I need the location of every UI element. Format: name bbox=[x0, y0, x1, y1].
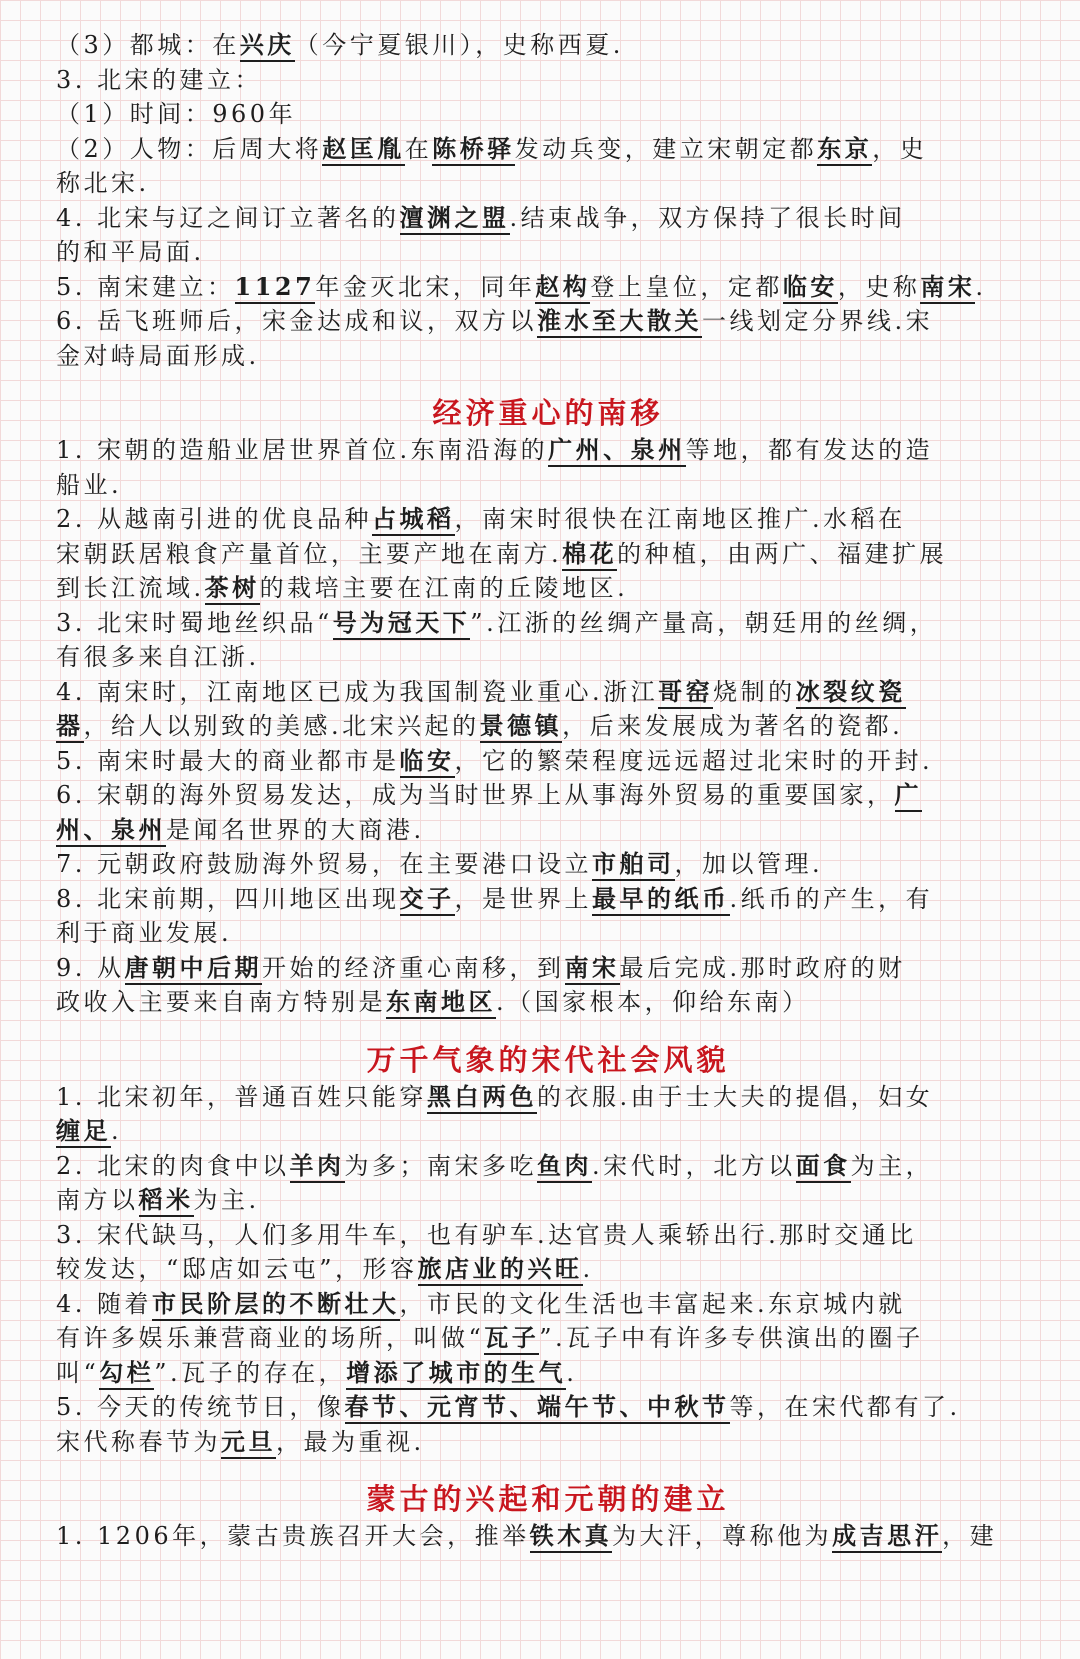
text-segment: 6. 岳飞班师后，宋金达成和议，双方以 bbox=[56, 307, 538, 335]
text-segment: 在 bbox=[404, 134, 433, 163]
text-segment: ”.江浙的丝绸产量高，朝廷用的丝绸， bbox=[470, 608, 938, 637]
text-segment: 5. 南宋建立： bbox=[56, 272, 235, 301]
note-line bbox=[56, 916, 1040, 951]
keyword-underlined: 号为冠天下 bbox=[333, 608, 471, 640]
note-line bbox=[56, 675, 1040, 710]
note-line bbox=[56, 132, 1040, 167]
note-line bbox=[56, 97, 1040, 132]
text-segment: 3. 北宋的建立： bbox=[56, 65, 263, 94]
text-segment: 的衣服.由于士大夫的提倡，妇女 bbox=[537, 1082, 934, 1111]
note-line bbox=[56, 235, 1040, 270]
keyword-underlined: 棉花 bbox=[562, 539, 617, 571]
note-line bbox=[56, 813, 1040, 848]
text-segment: ”.瓦子的存在， bbox=[154, 1358, 347, 1387]
section-heading: 万千气象的宋代社会风貌 bbox=[366, 1042, 730, 1077]
text-segment: 较发达，“邸店如云屯”，形容 bbox=[56, 1255, 418, 1283]
note-line bbox=[56, 1218, 1040, 1253]
keyword-underlined: 茶树 bbox=[205, 573, 260, 605]
keyword-underlined: 1127 bbox=[235, 272, 316, 304]
text-segment: 8. 北宋前期，四川地区出现 bbox=[56, 884, 400, 913]
text-segment: 的和平局面. bbox=[56, 238, 205, 266]
note-line bbox=[56, 1287, 1040, 1322]
text-segment: 南方以 bbox=[56, 1186, 139, 1214]
text-segment: （1）时间：960年 bbox=[56, 100, 297, 128]
text-segment: 1. 1206年，蒙古贵族召开大会，推举 bbox=[56, 1522, 530, 1550]
note-line bbox=[56, 709, 1040, 744]
keyword-underlined: 临安 bbox=[400, 746, 455, 778]
text-segment: 船业. bbox=[56, 470, 123, 499]
keyword-underlined: 南宋 bbox=[565, 953, 620, 985]
keyword-underlined: 景德镇 bbox=[480, 711, 563, 743]
text-segment: 金对峙局面形成. bbox=[56, 341, 260, 370]
note-line bbox=[56, 201, 1040, 236]
text-segment: 称北宋. bbox=[56, 169, 150, 197]
text-segment: 宋朝跃居粮食产量首位，主要产地在南方. bbox=[56, 539, 563, 568]
text-segment: 开始的经济重心南移，到 bbox=[262, 953, 565, 982]
text-segment: ，它的繁荣程度远远超过北宋时的开封. bbox=[454, 746, 934, 775]
keyword-underlined: 广州、泉州 bbox=[548, 435, 686, 467]
text-segment: 年金灭北宋，同年 bbox=[315, 272, 536, 301]
section-heading: 经济重心的南移 bbox=[432, 396, 664, 430]
keyword-underlined: 赵构 bbox=[535, 272, 590, 304]
text-segment: 到长江流域. bbox=[56, 574, 205, 602]
keyword-underlined: 广 bbox=[895, 780, 923, 812]
note-line bbox=[56, 847, 1040, 882]
text-segment: 3. 北宋时蜀地丝织品“ bbox=[56, 608, 333, 637]
note-line bbox=[56, 166, 1040, 201]
text-segment: 为多；南宋多吃 bbox=[344, 1151, 538, 1180]
note-line bbox=[56, 1080, 1040, 1115]
keyword-underlined: 成吉思汗 bbox=[832, 1521, 942, 1553]
text-segment: . bbox=[582, 1255, 594, 1283]
text-segment: ，最为重视. bbox=[276, 1427, 425, 1456]
note-line bbox=[56, 571, 1040, 606]
keyword-underlined: 冰裂纹瓷 bbox=[796, 677, 906, 709]
note-line bbox=[56, 744, 1040, 779]
text-segment: 4. 南宋时，江南地区已成为我国制瓷业重心.浙江 bbox=[56, 677, 659, 706]
keyword-underlined: 东京 bbox=[817, 134, 872, 166]
note-line bbox=[56, 778, 1040, 813]
keyword-underlined: 黑白两色 bbox=[427, 1082, 537, 1114]
text-segment: 宋代称春节为 bbox=[56, 1427, 221, 1456]
text-segment: . bbox=[975, 272, 987, 301]
keyword-underlined: 南宋 bbox=[920, 272, 975, 304]
keyword-underlined: 市舶司 bbox=[592, 849, 675, 881]
note-line bbox=[56, 1519, 1040, 1554]
note-line bbox=[56, 1252, 1040, 1287]
section-heading: 蒙古的兴起和元朝的建立 bbox=[366, 1482, 730, 1516]
keyword-underlined: 占城稻 bbox=[372, 504, 455, 536]
keyword-underlined: 面食 bbox=[796, 1151, 851, 1183]
text-segment: 3. 宋代缺马，人们多用牛车，也有驴车.达官贵人乘轿出行.那时交通比 bbox=[56, 1220, 917, 1249]
text-segment: 等地，都有发达的造 bbox=[685, 436, 934, 464]
text-segment: 2. 从越南引进的优良品种 bbox=[56, 505, 373, 533]
text-segment: . bbox=[111, 1117, 123, 1145]
text-segment: 登上皇位，定都 bbox=[590, 272, 783, 301]
keyword-underlined: 缠足 bbox=[56, 1116, 111, 1148]
note-line bbox=[56, 28, 1040, 63]
keyword-underlined: 赵匡胤 bbox=[322, 134, 405, 166]
note-line bbox=[56, 951, 1040, 986]
text-segment: 叫“ bbox=[56, 1358, 100, 1387]
text-segment: 烧制的 bbox=[713, 677, 796, 706]
keyword-underlined: 市民阶层的不断壮大 bbox=[152, 1289, 400, 1321]
text-segment: 的栽培主要在江南的丘陵地区. bbox=[259, 574, 629, 602]
keyword-underlined: 勾栏 bbox=[99, 1358, 154, 1390]
note-line bbox=[56, 1425, 1040, 1460]
text-segment: ，建 bbox=[942, 1522, 998, 1550]
text-segment: .纸币的产生，有 bbox=[729, 884, 934, 913]
keyword-underlined: 增添了城市的生气 bbox=[346, 1358, 566, 1390]
text-segment: 1. 北宋初年，普通百姓只能穿 bbox=[56, 1082, 428, 1111]
keyword-underlined: 陈桥驿 bbox=[432, 134, 515, 166]
text-segment: ，史称 bbox=[837, 272, 921, 301]
text-segment: .结束战争，双方保持了很长时间 bbox=[509, 203, 906, 232]
keyword-underlined: 兴庆 bbox=[240, 30, 295, 62]
keyword-underlined: 稻米 bbox=[139, 1185, 194, 1217]
note-line bbox=[56, 468, 1040, 503]
text-segment: 一线划定分界线.宋 bbox=[702, 307, 934, 335]
keyword-underlined: 旅店业的兴旺 bbox=[418, 1254, 583, 1286]
text-segment: 5. 今天的传统节日，像 bbox=[56, 1393, 345, 1421]
keyword-underlined: 交子 bbox=[400, 884, 455, 916]
note-line bbox=[56, 1390, 1040, 1425]
note-line bbox=[56, 1149, 1040, 1184]
text-segment: 1. 宋朝的造船业居世界首位.东南沿海的 bbox=[56, 436, 549, 464]
text-segment: ，史 bbox=[872, 134, 928, 163]
text-segment: 2. 北宋的肉食中以 bbox=[56, 1151, 290, 1180]
text-segment: （2）人物：后周大将 bbox=[56, 134, 323, 163]
keyword-underlined: 哥窑 bbox=[658, 677, 713, 709]
note-line bbox=[56, 1321, 1040, 1356]
keyword-underlined: 州、泉州 bbox=[56, 815, 166, 847]
note-line bbox=[56, 304, 1040, 339]
note-line bbox=[56, 1356, 1040, 1391]
keyword-underlined: 临安 bbox=[783, 272, 838, 304]
text-segment: ，加以管理. bbox=[674, 850, 824, 878]
text-segment: 有许多娱乐兼营商业的场所，叫做“ bbox=[56, 1324, 485, 1352]
text-segment: .（国家根本，仰给东南） bbox=[496, 988, 810, 1016]
text-segment: 等，在宋代都有了. bbox=[729, 1393, 961, 1421]
note-line bbox=[56, 270, 1040, 305]
keyword-underlined: 鱼肉 bbox=[537, 1151, 592, 1183]
text-segment: 6. 宋朝的海外贸易发达，成为当时世界上从事海外贸易的重要国家， bbox=[56, 781, 895, 809]
text-segment: 最后完成.那时政府的财 bbox=[619, 953, 906, 982]
text-segment: 4. 随着 bbox=[56, 1289, 153, 1318]
text-segment: 的种植，由两广、福建扩展 bbox=[617, 539, 948, 568]
text-segment: 9. 从 bbox=[56, 953, 125, 982]
text-segment: 为主， bbox=[850, 1151, 934, 1180]
text-segment: .宋代时，北方以 bbox=[592, 1151, 796, 1180]
keyword-underlined: 春节、元宵节、端午节、中秋节 bbox=[345, 1392, 730, 1424]
keyword-underlined: 唐朝中后期 bbox=[125, 953, 263, 985]
note-line bbox=[56, 606, 1040, 641]
text-segment: ，是世界上 bbox=[454, 884, 593, 913]
note-line bbox=[56, 1183, 1040, 1218]
text-segment: ，南宋时很快在江南地区推广.水稻在 bbox=[454, 505, 906, 533]
note-line bbox=[56, 882, 1040, 917]
note-line bbox=[56, 502, 1040, 537]
keyword-underlined: 铁木真 bbox=[530, 1521, 613, 1553]
note-line bbox=[56, 63, 1040, 98]
text-segment: 为主. bbox=[193, 1186, 260, 1214]
text-segment: ，市民的文化生活也丰富起来.东京城内就 bbox=[399, 1289, 906, 1318]
text-segment: 为大汗，尊称他为 bbox=[612, 1522, 833, 1550]
keyword-underlined: 东南地区 bbox=[386, 987, 496, 1019]
keyword-underlined: 元旦 bbox=[221, 1427, 276, 1459]
keyword-underlined: 器 bbox=[56, 711, 84, 743]
note-line bbox=[56, 985, 1040, 1020]
note-line bbox=[56, 433, 1040, 468]
text-segment: （3）都城：在 bbox=[56, 31, 240, 59]
note-line bbox=[56, 537, 1040, 572]
note-line bbox=[56, 640, 1040, 675]
text-segment: 政收入主要来自南方特别是 bbox=[56, 988, 386, 1016]
text-segment: 有很多来自江浙. bbox=[56, 643, 260, 671]
text-segment: ”.瓦子中有许多专供演出的圈子 bbox=[539, 1324, 924, 1352]
note-line bbox=[56, 339, 1040, 374]
keyword-underlined: 羊肉 bbox=[290, 1151, 345, 1183]
keyword-underlined: 淮水至大散关 bbox=[537, 306, 702, 338]
text-segment: ，给人以别致的美感.北宋兴起的 bbox=[83, 712, 480, 740]
text-segment: 7. 元朝政府鼓励海外贸易，在主要港口设立 bbox=[56, 850, 593, 878]
text-segment: . bbox=[566, 1358, 578, 1387]
text-segment: ，后来发展成为著名的瓷都. bbox=[562, 712, 904, 740]
text-segment: （今宁夏银川），史称西夏. bbox=[294, 31, 624, 59]
keyword-underlined: 瓦子 bbox=[484, 1323, 539, 1355]
text-segment: 发动兵变，建立宋朝定都 bbox=[514, 134, 818, 163]
text-segment: 利于商业发展. bbox=[56, 919, 233, 947]
text-segment: 4. 北宋与辽之间订立著名的 bbox=[56, 203, 400, 232]
keyword-underlined: 最早的纸币 bbox=[592, 884, 730, 916]
text-segment: 是闻名世界的大商港. bbox=[166, 815, 425, 844]
text-segment: 5. 南宋时最大的商业都市是 bbox=[56, 746, 400, 775]
note-line bbox=[56, 1114, 1040, 1149]
keyword-underlined: 澶渊之盟 bbox=[400, 203, 510, 235]
